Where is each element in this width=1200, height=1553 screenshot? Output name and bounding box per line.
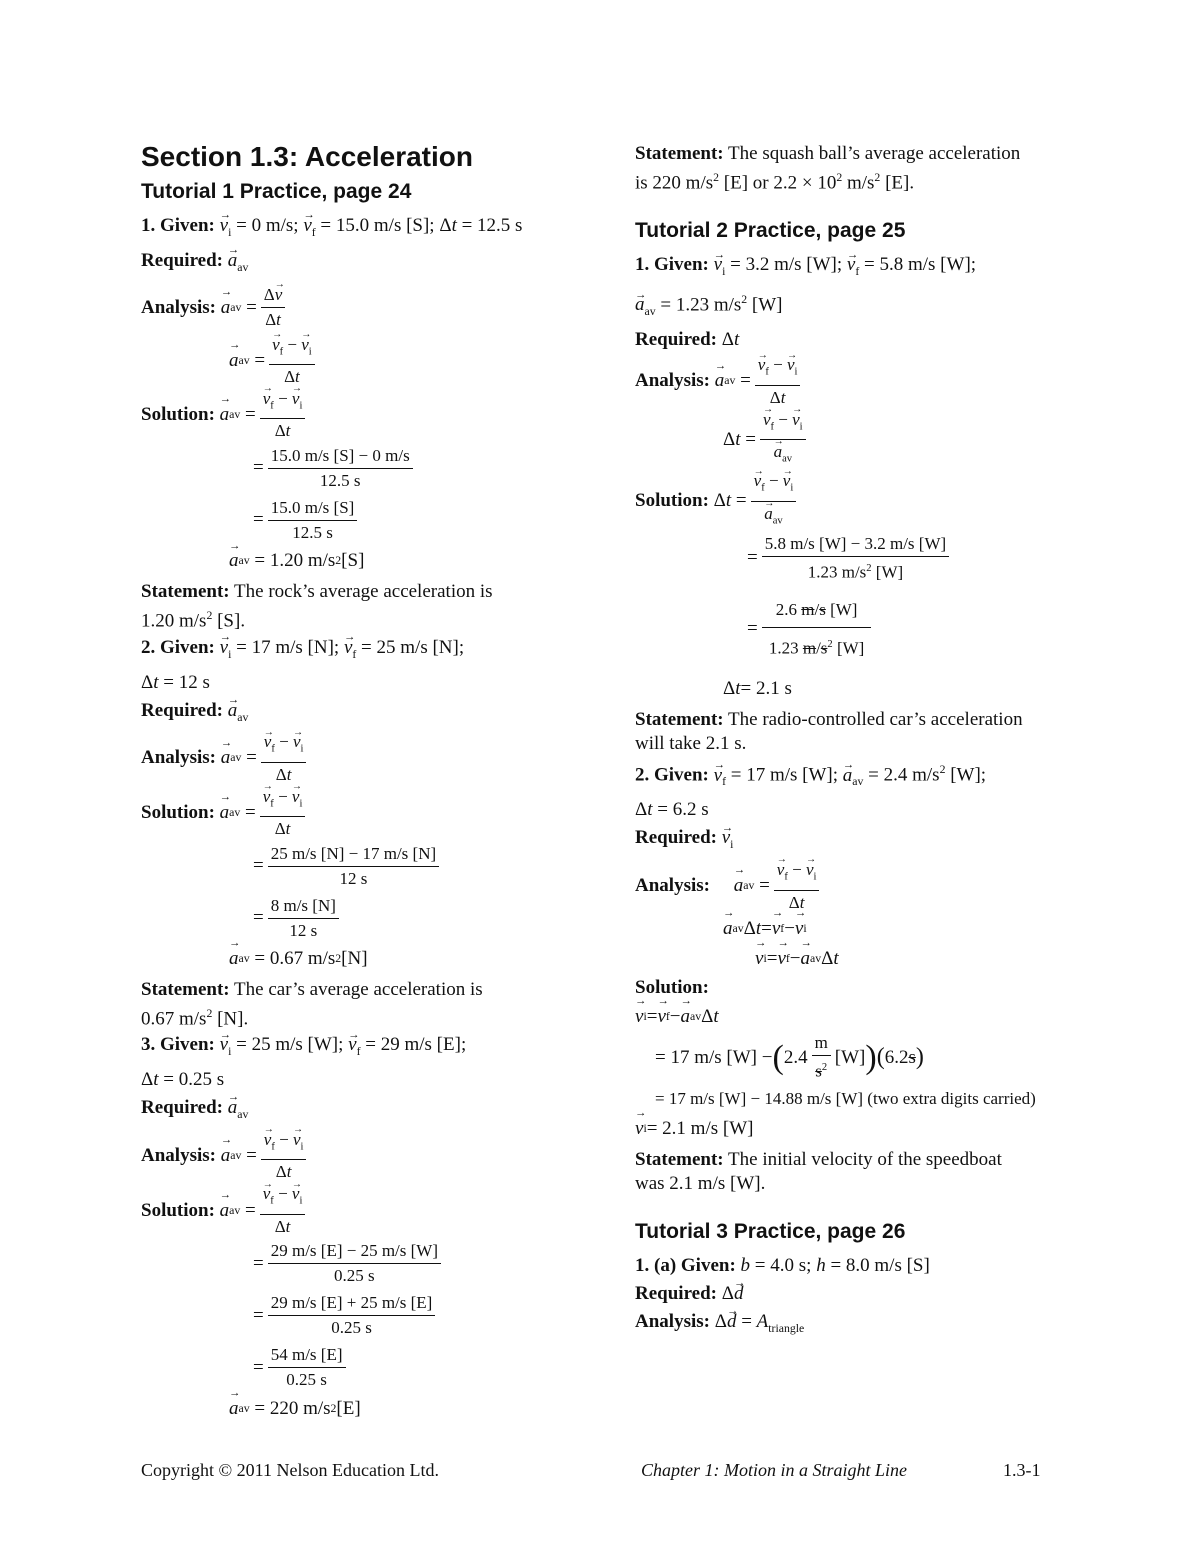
- t1-q3-solution-1: Solution: → a av = → $\frac{v_f - \to v_i}{\Delta t}$: [141, 1183, 601, 1237]
- footer-copyright: Copyright © 2011 Nelson Education Ltd.: [141, 1460, 439, 1480]
- t1-q1-required: Required: → $a_{av}$: [141, 247, 601, 282]
- t1-q1-analysis-1: Analysis: → a av = $\frac{\Delta\to v}{\Delta t}$: [141, 282, 601, 334]
- t2-q2-solution-label: Solution:: [635, 976, 709, 998]
- t3-q1-given: 1. (a) Given: b = 4.0 s; h = 8.0 m/s [S]: [635, 1254, 930, 1276]
- t2-q1-required: Required: Δt: [635, 329, 740, 351]
- t2-q1-given-cont: → $a_{av} = 1.23$ $m/s^2$ [W]: [635, 286, 1095, 326]
- t1-q2-statement: Statement: The car’s average acceleration is 0.67 $m/s^2$ [N].: [141, 979, 483, 1030]
- t2-q1-statement: Statement: The radio-controlled car’s acceleration will take 2.1 s.: [635, 709, 1023, 755]
- t1-q1-statement: Statement: The rock’s average acceleration is 1.20 $m/s^2$ [S].: [141, 581, 493, 632]
- t1-q2-required: Required: → $a_{av}$: [141, 697, 601, 732]
- t1-q1-solution-1: Solution: → a av = → $\frac{v_f - \to v_i}{\Delta t}$: [141, 388, 601, 442]
- t1-q1-analysis-2: → a av = → $\frac{v_f - \to v_i}{\Delta t}$: [141, 334, 601, 388]
- section-title: Section 1.3: Acceleration: [141, 141, 473, 172]
- footer-page-number: 1.3-1: [1003, 1460, 1041, 1480]
- t1-q2-analysis: Analysis: → a av = → $\frac{v_f - \to v_i}{\Delta t}$: [141, 731, 601, 785]
- t2-q1-solution-1: Solution: Δ t = → $v_f$ − → $v_i$ → $a_{av}$: [635, 470, 1095, 532]
- t2-q2-analysis-2: → a av Δ t = → v f − → v i: [635, 914, 1095, 944]
- left-column: [141, 140, 601, 1424]
- t1-q3-solution-4: = $\frac{54 m/s [E]}{0.25 s}$: [141, 1342, 601, 1394]
- t2-q2-solution-2: = 17 m/s [W] − ( 2.4 $\frac{m}{s^2}$ [W] ) ( 6.2 s ): [655, 1033, 924, 1081]
- tutorial-3-title: Tutorial 3 Practice, page 26: [635, 1219, 906, 1243]
- t2-q2-analysis-3: → v i = → v f − → a av Δ t: [635, 944, 1095, 974]
- t2-q1-analysis-2: Δ t = → $v_f$ − → $v_i$ → $a_{av}$: [635, 409, 1095, 471]
- t2-q2-analysis-1: Analysis: → a av = → $\frac{v_f - \to v_i}{\Delta t}$: [635, 859, 1095, 913]
- t2-q2-required: Required: → $v_i$: [635, 824, 1095, 859]
- t1-q1-solution-4: → a av = 1.20 m/s 2 [S]: [141, 546, 601, 576]
- t1-q2-solution-2: = $\frac{25 m/s [N] - 17 m/s [N]}{12 s}$: [141, 840, 601, 892]
- tutorial-1-title: Tutorial 1 Practice, page 24: [141, 180, 412, 203]
- t2-q2-solution-4: → v i = 2.1 m/s [W]: [635, 1114, 1095, 1144]
- t3-q1-required: Required: Δ→ d: [635, 1280, 1095, 1308]
- t1-q3-statement: Statement: The squash ball’s average acceleration is 220 $m/s^2$ [E] or $2.2 \times 10^2$ $m/s^2$ [E].: [635, 143, 1021, 194]
- t2-q2-solution-3: = 17 m/s [W] − 14.88 m/s [W] (two extra digits carried): [655, 1088, 1036, 1108]
- t2-q2-statement: Statement: The initial velocity of the speedboat was 2.1 m/s [W].: [635, 1148, 1002, 1194]
- right-column: [635, 140, 1095, 1342]
- tutorial-2-title: Tutorial 2 Practice, page 25: [635, 219, 906, 243]
- t2-q1-solution-4: Δ t = 2.1 s: [723, 678, 792, 700]
- t3-q1-analysis: Analysis: $\Delta\to d = A_{triangle}$: [635, 1308, 1095, 1343]
- t1-q2-solution-1: Solution: → a av = → $\frac{v_f - \to v_i}{\Delta t}$: [141, 786, 601, 840]
- t2-q2-given: 2. Given: → $v_f = 17$ m/s [W]; → $a_{av} = 2.4$ $m/s^2$ [W];: [635, 756, 1095, 796]
- t1-q3-analysis: Analysis: → a av = → $\frac{v_f - \to v_i}{\Delta t}$: [141, 1129, 601, 1183]
- t1-q2-given-cont: Δt = 12 s: [141, 671, 210, 693]
- t2-q1-solution-3: = $\frac{2.6 m/s [W]}{1.23 m/s^2 [W]}$: [635, 584, 1095, 674]
- t1-q3-solution-2: = $\frac{29 m/s [E] - 25 m/s [W]}{0.25 s}$: [141, 1238, 601, 1290]
- footer-chapter: Chapter 1: Motion in a Straight Line: [641, 1460, 908, 1480]
- t1-q1-solution-3: = $\frac{15.0 m/s [S]}{12.5 s}$: [141, 494, 601, 546]
- t1-q2-solution-3: = $\frac{8 m/s [N]}{12 s}$: [141, 892, 601, 944]
- t2-q1-solution-2: = $\frac{5.8 m/s [W] - 3.2 m/s [W]}{1.23 m/s^2 [W]}$: [635, 532, 1095, 584]
- t1-q2-given: 2. Given: → $v_i = 17$ m/s [N]; → $v_f = 25$ m/s [N];: [141, 634, 601, 669]
- t2-q1-given: 1. Given: → $v_i = 3.2$ m/s [W]; → $v_f = 5.8$ m/s [W];: [635, 251, 1095, 286]
- t1-q3-given: 3. Given: → $v_i = 25$ m/s [W]; → $v_f = 29$ m/s [E];: [141, 1031, 601, 1066]
- t1-q3-required: Required: → $a_{av}$: [141, 1094, 601, 1129]
- t1-q2-solution-4: → a av = 0.67 m/s 2 [N]: [141, 944, 601, 974]
- t1-q3-solution-5: → a av = 220 m/s 2 [E]: [141, 1394, 601, 1424]
- t1-q3-solution-3: = $\frac{29 m/s [E] + 25 m/s [E]}{0.25 s}$: [141, 1290, 601, 1342]
- t1-q1-solution-2: = $\frac{15.0 m/s [S] - 0 m/s}{12.5 s}$: [141, 442, 601, 494]
- t1-q1-given: 1. Given: → $v_i = 0$ m/s; → $v_f = 15.0$ m/s [S]; Δt = 12.5 s: [141, 212, 601, 247]
- t2-q2-given-cont: Δt = 6.2 s: [635, 799, 709, 821]
- t2-q1-analysis-1: Analysis: → a av = → $\frac{v_f - \to v_i}{\Delta t}$: [635, 354, 1095, 408]
- t2-q2-solution-1: → v i = → v f − → a av Δ t: [635, 1002, 1095, 1032]
- t1-q3-given-cont: Δt = 0.25 s: [141, 1069, 225, 1091]
